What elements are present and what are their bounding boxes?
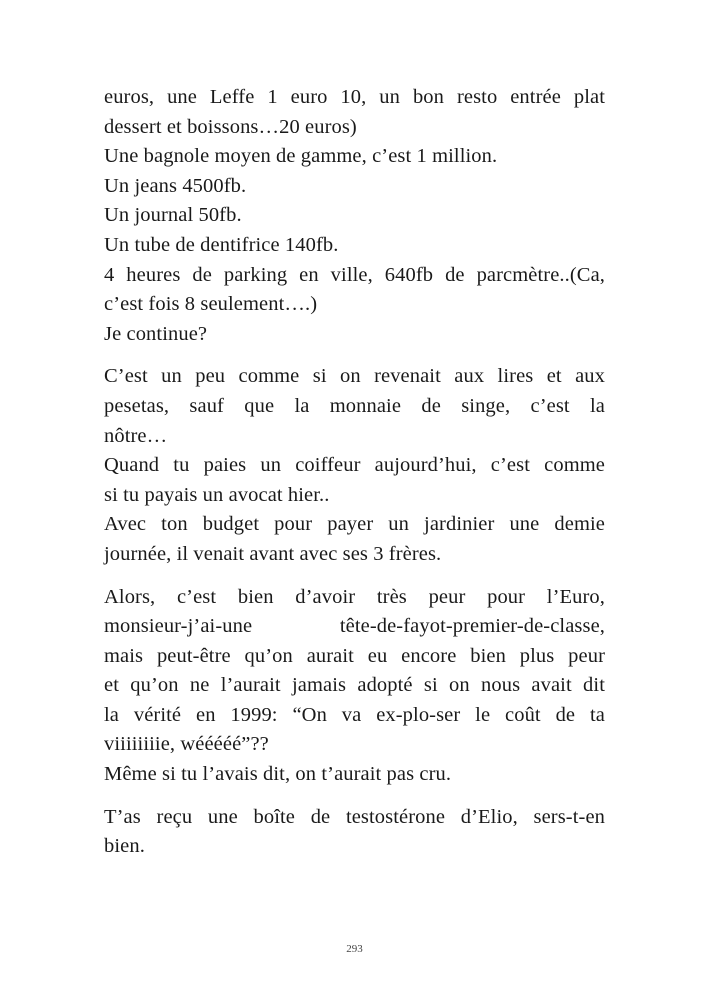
- text-line: journée, il venait avant avec ses 3 frères.: [104, 542, 442, 565]
- text-line: si tu payais un avocat hier..: [104, 483, 330, 506]
- text-line: euros, une Leffe 1 euro 10, un bon resto entrée plat: [104, 86, 605, 108]
- text-line: pesetas, sauf que la monnaie de singe, c’est la: [104, 394, 605, 417]
- paragraph: [104, 362, 605, 569]
- text-line: Une bagnole moyen de gamme, c’est 1 million.: [104, 145, 498, 168]
- text-line: Avec ton budget pour payer un jardinier une demie: [104, 513, 605, 536]
- text-line: c’est fois 8 seulement….): [104, 293, 318, 316]
- text-line: dessert et boissons…20 euros): [104, 115, 357, 138]
- text-line: viiiiiiiie, wééééé”??: [104, 733, 269, 756]
- paragraph: [104, 803, 605, 862]
- text-line: et qu’on ne l’aurait jamais adopté si on nous avait dit: [104, 674, 605, 697]
- paragraph: [104, 83, 605, 349]
- text-line: 4 heures de parking en ville, 640fb de parcmètre..(Ca,: [104, 263, 605, 286]
- text-line: la vérité en 1999: “On va ex-plo-ser le coût de ta: [104, 703, 605, 726]
- text-line: mais peut-être qu’on aurait eu encore bien plus peur: [104, 644, 605, 667]
- page-number: 293: [346, 943, 363, 955]
- text-line: C’est un peu comme si on revenait aux lires et aux: [104, 365, 605, 388]
- text-line: Quand tu paies un coiffeur aujourd’hui, c’est comme: [104, 454, 605, 477]
- text-line: Un jeans 4500fb.: [104, 174, 247, 197]
- text-line: T’as reçu une boîte de testostérone d’Elio, sers-t-en: [104, 805, 605, 828]
- text-line: monsieur-j’ai-une tête-de-fayot-premier-de-classe,: [104, 615, 605, 638]
- text-line: bien.: [104, 835, 145, 858]
- text-line: Un journal 50fb.: [104, 204, 242, 227]
- paragraph: [104, 583, 605, 790]
- text-line: Alors, c’est bien d’avoir très peur pour l’Euro,: [104, 585, 605, 608]
- text-line: Je continue?: [104, 322, 208, 345]
- page-body: [104, 83, 605, 875]
- text-line: Un tube de dentifrice 140fb.: [104, 233, 339, 256]
- text-line: nôtre…: [104, 424, 168, 447]
- text-line: Même si tu l’avais dit, on t’aurait pas cru.: [104, 763, 452, 786]
